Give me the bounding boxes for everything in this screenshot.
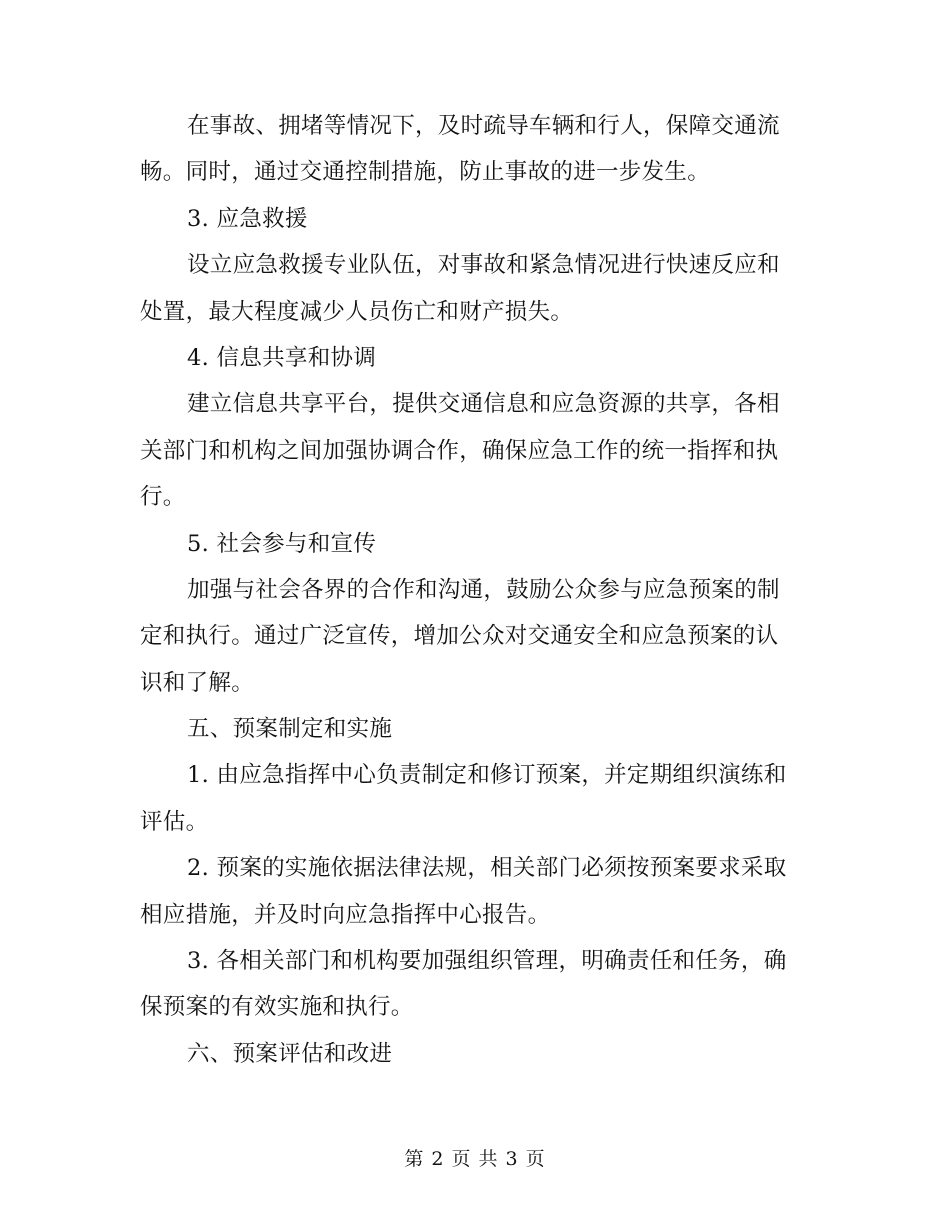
- list-item-line: 相应措施，并及时向应急指挥中心报告。: [140, 901, 551, 928]
- paragraph-line: 关部门和机构之间加强协调合作，确保应急工作的统一指挥和执: [140, 437, 779, 464]
- paragraph-line: 设立应急救援专业队伍，对事故和紧急情况进行快速反应和: [187, 252, 780, 279]
- paragraph-line: 行。: [140, 484, 186, 511]
- list-item-line: 评估。: [140, 808, 209, 835]
- paragraph-line: 识和了解。: [140, 669, 255, 696]
- document-body: [140, 103, 812, 1077]
- section-heading: 3. 应急救援: [187, 205, 308, 232]
- list-item-line: 1. 由应急指挥中心负责制定和修订预案，并定期组织演练和: [187, 762, 787, 789]
- page-number-footer: 第 2 页 共 3 页: [404, 1148, 546, 1170]
- list-item-line: 2. 预案的实施依据法律法规，相关部门必须按预案要求采取: [187, 855, 787, 882]
- paragraph-line: 加强与社会各界的合作和沟通，鼓励公众参与应急预案的制: [187, 576, 780, 603]
- section-heading: 5. 社会参与和宣传: [187, 530, 377, 557]
- paragraph-line: 建立信息共享平台，提供交通信息和应急资源的共享，各相: [187, 391, 780, 418]
- chapter-heading: 六、预案评估和改进: [187, 1040, 393, 1067]
- paragraph-line: 定和执行。通过广泛宣传，增加公众对交通安全和应急预案的认: [140, 623, 779, 650]
- paragraph-line: 在事故、拥堵等情况下，及时疏导车辆和行人，保障交通流: [187, 113, 780, 139]
- chapter-heading: 五、预案制定和实施: [187, 716, 393, 743]
- list-item-line: 保预案的有效实施和执行。: [140, 994, 414, 1021]
- section-heading: 4. 信息共享和协调: [187, 344, 377, 371]
- paragraph-line: 处置，最大程度减少人员伤亡和财产损失。: [140, 298, 574, 325]
- list-item-line: 3. 各相关部门和机构要加强组织管理，明确责任和任务，确: [187, 948, 787, 975]
- paragraph-line: 畅。同时，通过交通控制措施，防止事故的进一步发生。: [140, 159, 711, 186]
